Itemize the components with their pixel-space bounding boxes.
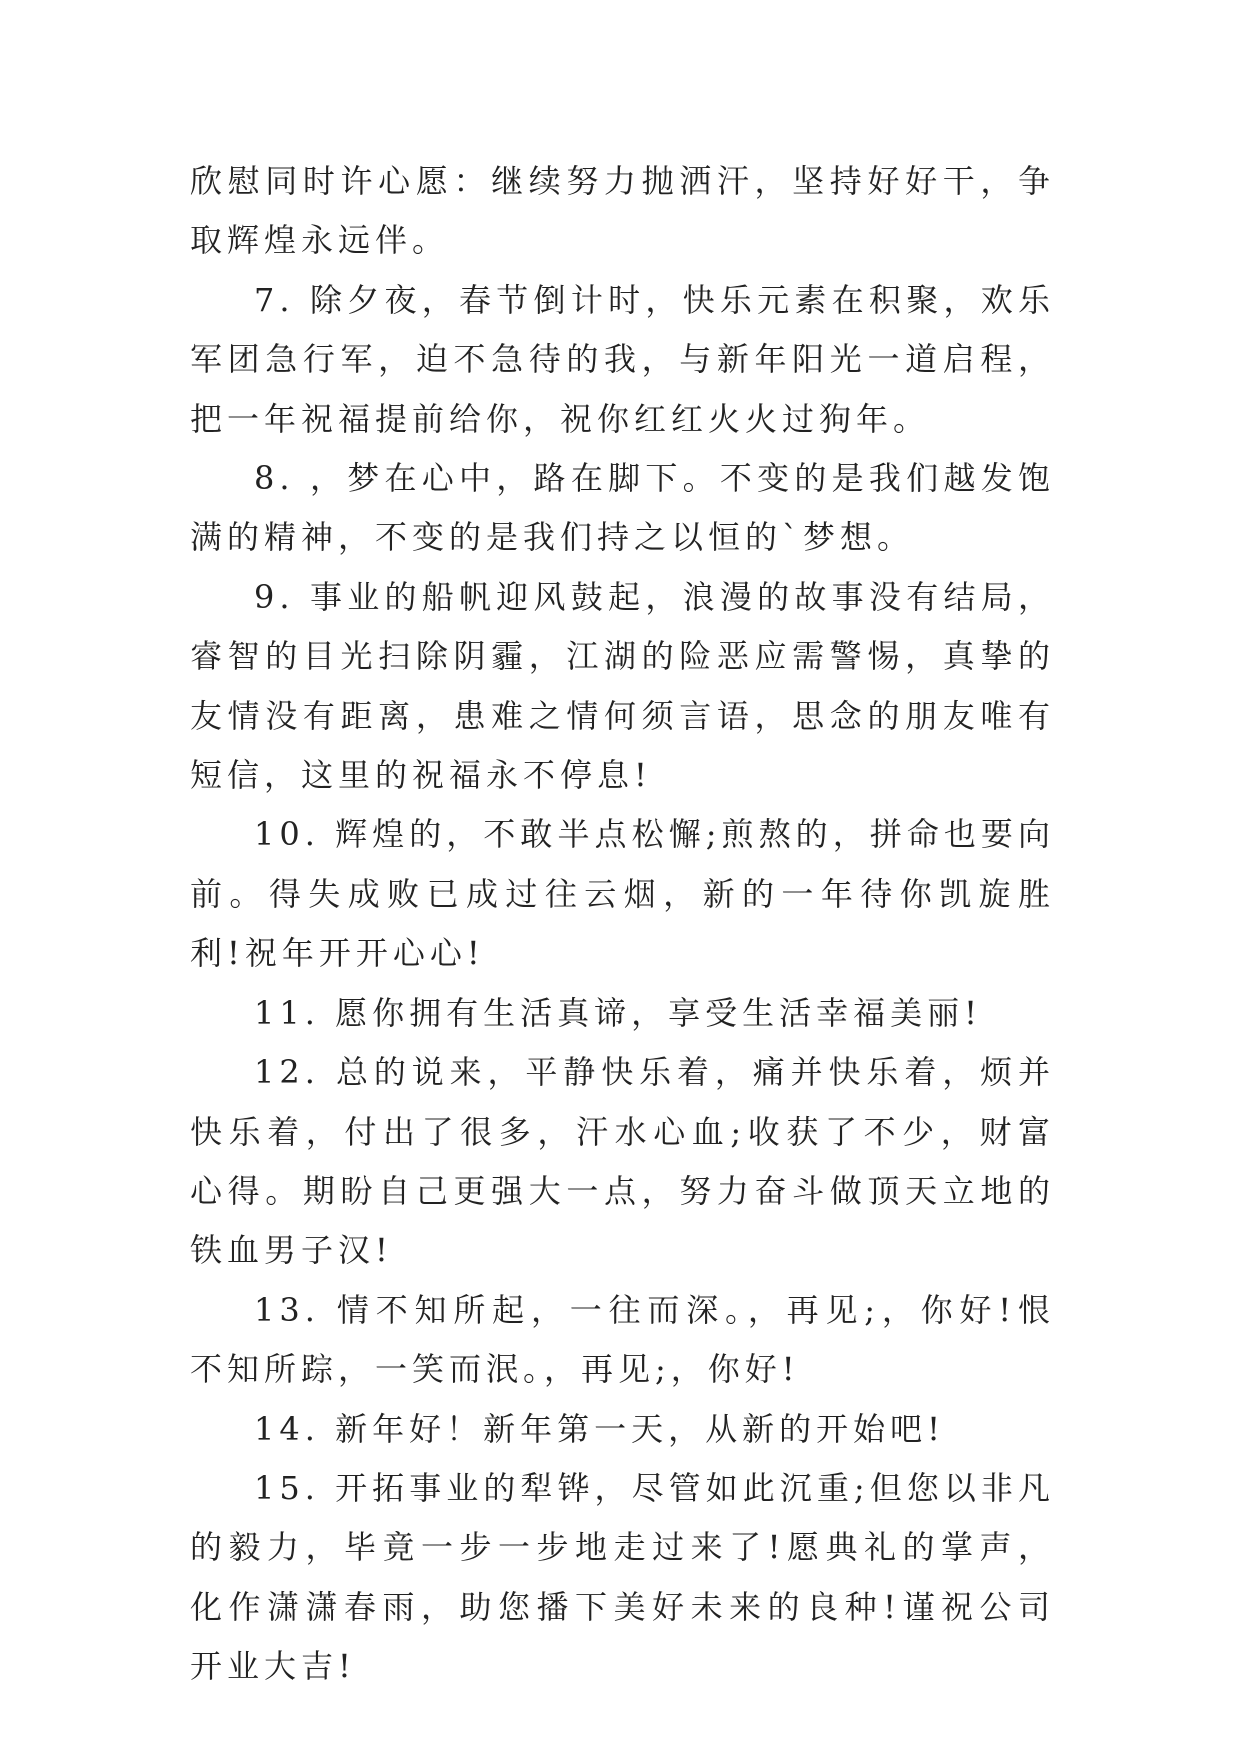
- paragraph-item-15: 15. 开拓事业的犁铧，尽管如此沉重;但您以非凡的毅力，毕竟一步一步地走过来了!愿典礼的掌声，化作潇潇春雨，助您播下美好未来的良种!谨祝公司开业大吉!: [190, 1468, 1055, 1686]
- paragraph-item-10: 10. 辉煌的，不敢半点松懈;煎熬的，拼命也要向前。得失成败已成过往云烟，新的一年待你凯旋胜利!祝年开开心心!: [190, 815, 1055, 973]
- paragraph-item-7: 7. 除夕夜，春节倒计时，快乐元素在积聚，欢乐军团急行军，迫不急待的我，与新年阳光一道启程，把一年祝福提前给你，祝你红红火火过狗年。: [190, 280, 1055, 438]
- paragraph-item-9: 9. 事业的船帆迎风鼓起，浪漫的故事没有结局，睿智的目光扫除阴霾，江湖的险恶应需警惕，真挚的友情没有距离，患难之情何须言语，思念的朋友唯有短信，这里的祝福永不停息!: [190, 577, 1055, 795]
- paragraph-item-8: 8. ，梦在心中，路在脚下。不变的是我们越发饱满的精神，不变的是我们持之以恒的`梦想。: [190, 459, 1055, 557]
- paragraph-continuation: 欣慰同时许心愿：继续努力抛洒汗，坚持好好干，争取辉煌永远伴。: [190, 162, 1055, 260]
- document-body: [190, 152, 1055, 1697]
- paragraph-item-14: 14. 新年好！新年第一天，从新的开始吧!: [254, 1409, 945, 1448]
- paragraph-item-12: 12. 总的说来，平静快乐着，痛并快乐着，烦并快乐着，付出了很多，汗水心血;收获了不少，财富心得。期盼自己更强大一点，努力奋斗做顶天立地的铁血男子汉!: [190, 1053, 1055, 1270]
- paragraph-item-13: 13. 情不知所起，一往而深。，再见;，你好!恨不知所踪，一笑而泯。，再见;，你好!: [190, 1290, 1055, 1389]
- paragraph-item-11: 11. 愿你拥有生活真谛，享受生活幸福美丽!: [254, 993, 982, 1032]
